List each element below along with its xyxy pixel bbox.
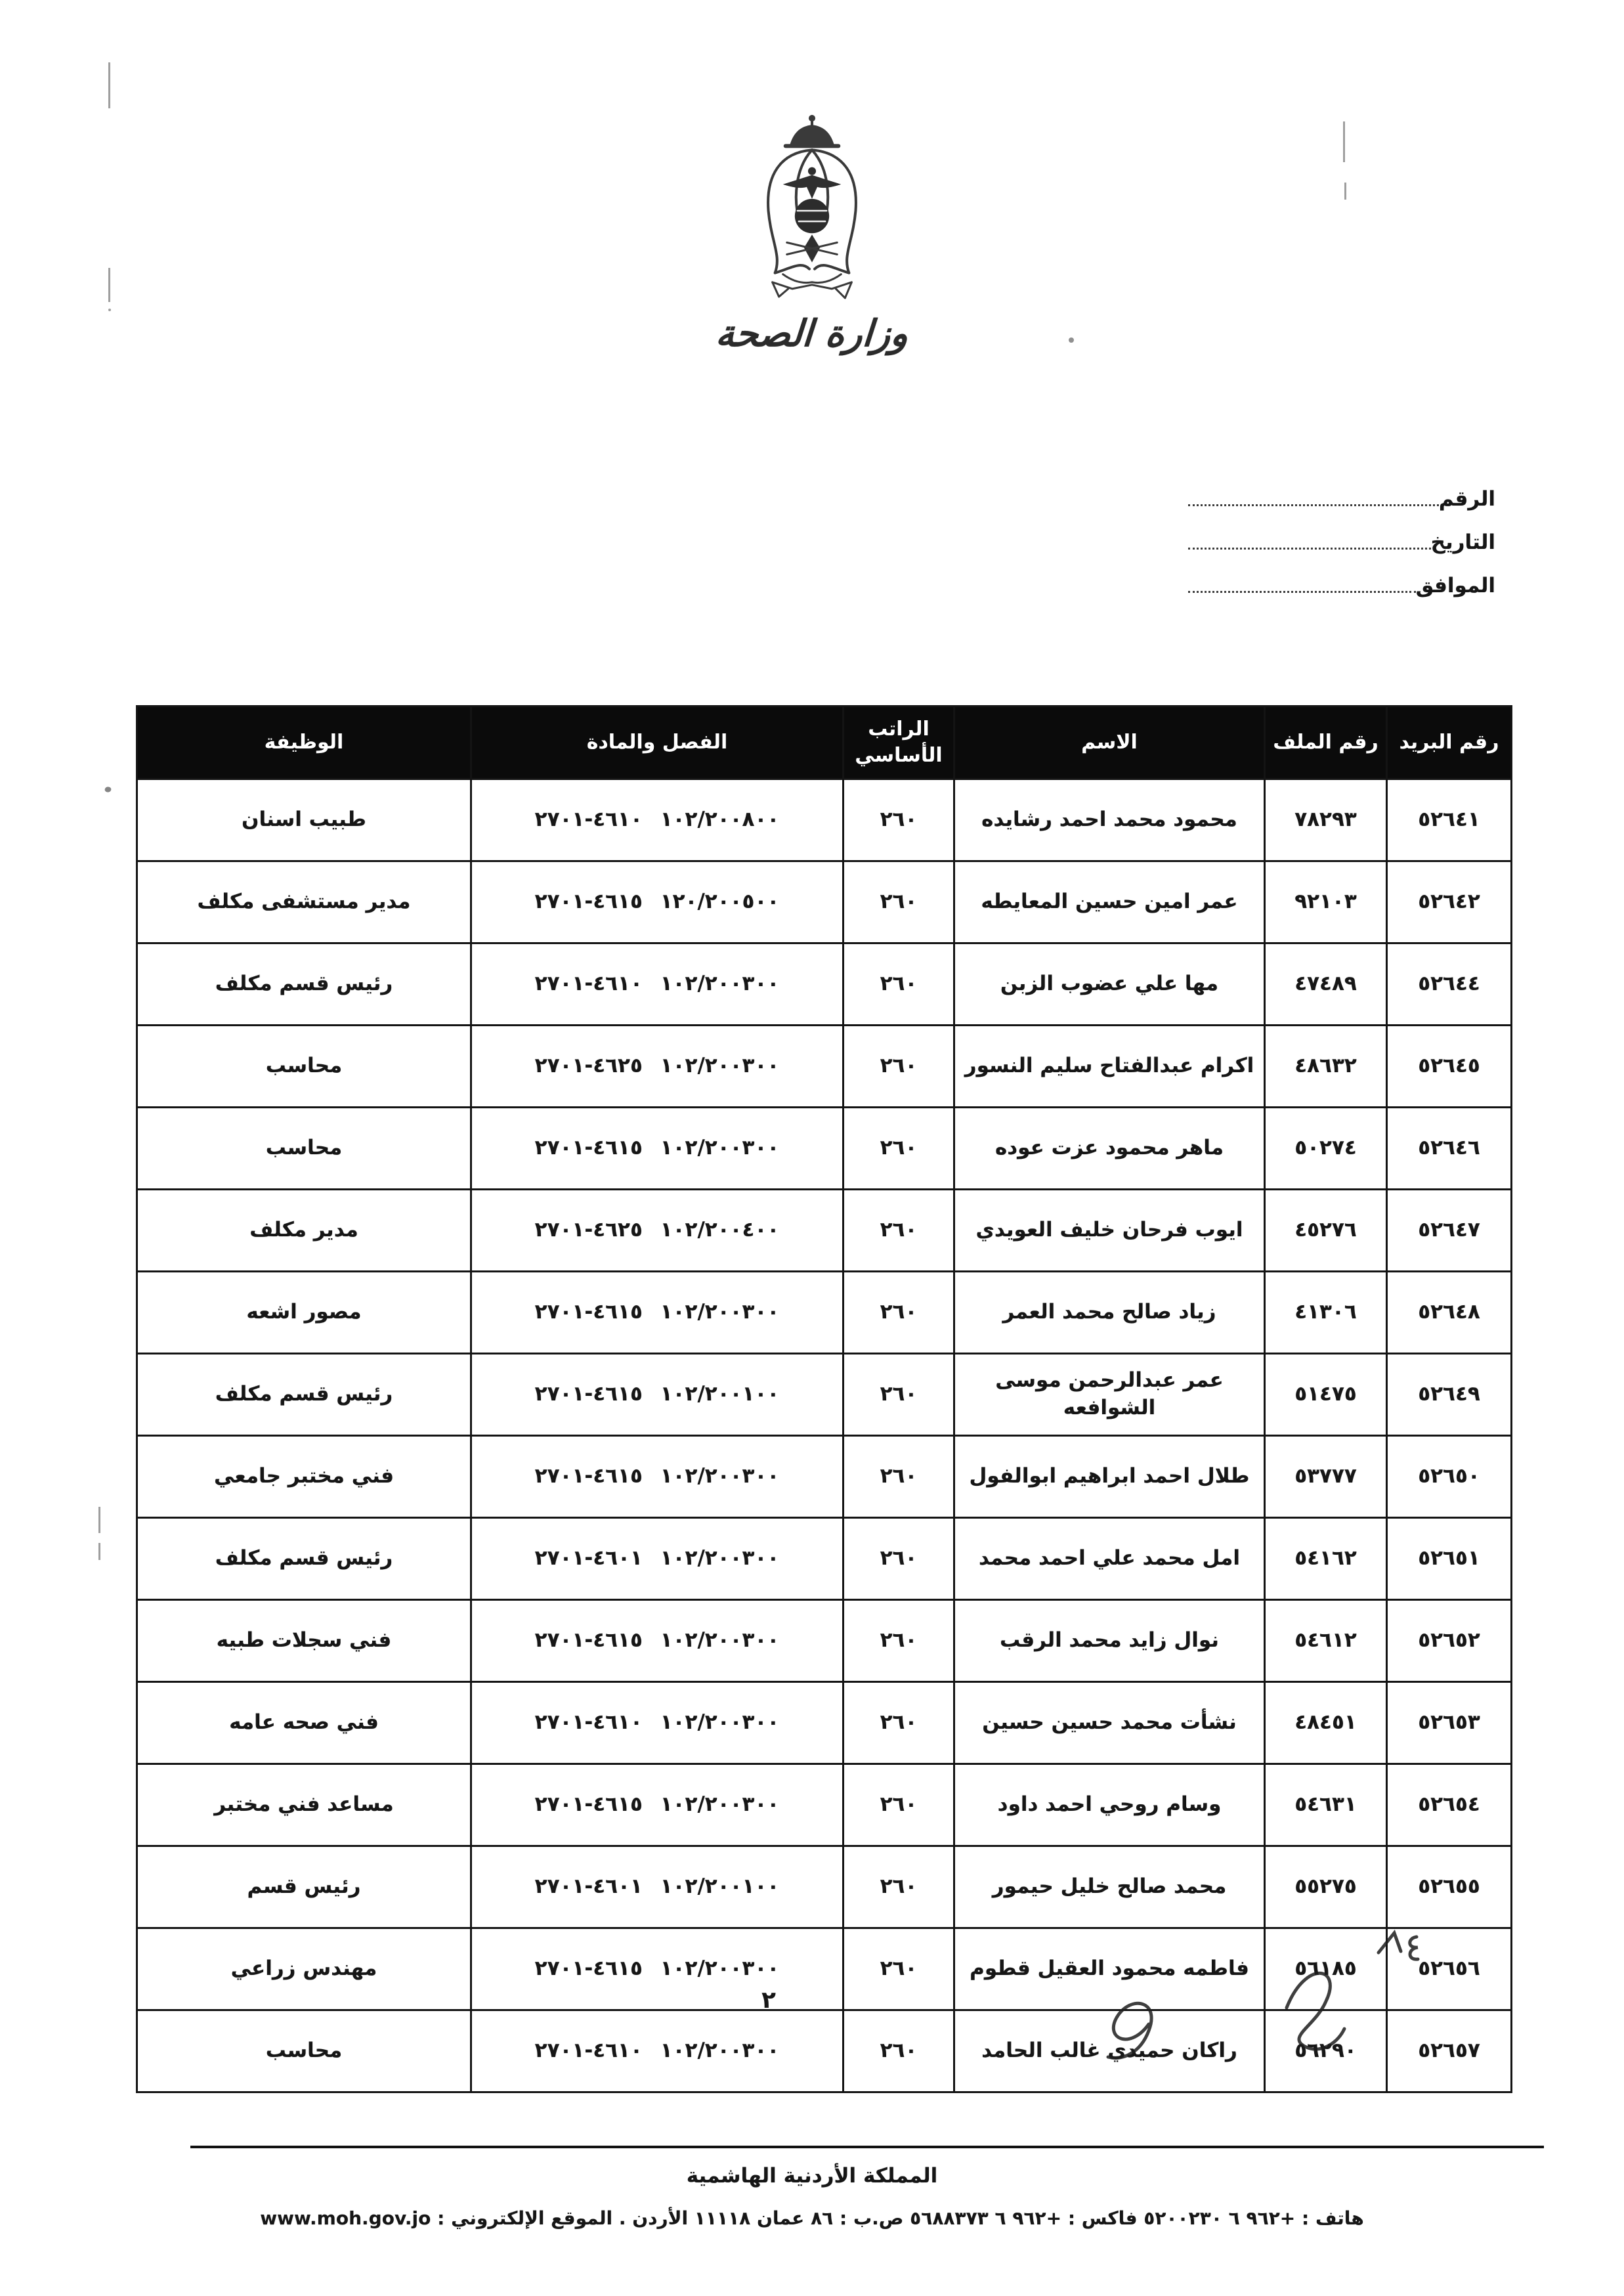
table-header-row [137, 706, 1512, 779]
scan-mark [108, 62, 110, 108]
cell-job-title: رئيس قسم [137, 1846, 471, 1928]
cell-chapter-article: ١٠٢/٢٠٠٣٠٠ ٤٦١٠-٢٧٠١ [471, 943, 844, 1026]
cell-salary: ٢٦٠ [844, 1846, 954, 1928]
header-mail-number: رقم البريد [1387, 706, 1512, 779]
cell-job-title: مساعد فني مختبر [137, 1764, 471, 1846]
cell-mail-number: ٥٢٦٤٩ [1387, 1354, 1512, 1436]
cell-mail-number: ٥٢٦٥٢ [1387, 1600, 1512, 1682]
ref-corresponding-dotted-line [1188, 591, 1416, 593]
cell-job-title: مصور اشعه [137, 1272, 471, 1354]
cell-file-number: ٥٦١٨٥ [1265, 1928, 1387, 2010]
cell-name: زياد صالح محمد العمر [954, 1272, 1265, 1354]
cell-chapter-article: ١٠٢/٢٠٠١٠٠ ٤٦١٥-٢٧٠١ [471, 1354, 844, 1436]
header-job-title: الوظيفة [137, 706, 471, 779]
cell-name: وسام روحي احمد داود [954, 1764, 1265, 1846]
cell-chapter-article: ١٠٢/٢٠٠٤٠٠ ٤٦٢٥-٢٧٠١ [471, 1190, 844, 1272]
header-name: الاسم [954, 706, 1265, 779]
cell-mail-number: ٥٢٦٥٠ [1387, 1436, 1512, 1518]
cell-job-title: محاسب [137, 2010, 471, 2092]
scan-mark [108, 268, 110, 302]
cell-file-number: ٤٥٢٧٦ [1265, 1190, 1387, 1272]
cell-job-title: محاسب [137, 1026, 471, 1108]
cell-job-title: طبيب اسنان [137, 779, 471, 861]
footer-divider [190, 2146, 1544, 2148]
cell-mail-number: ٥٢٦٥٦ [1387, 1928, 1512, 2010]
cell-file-number: ٩٢١٠٣ [1265, 861, 1387, 943]
handwritten-signature [1070, 1922, 1464, 2093]
cell-mail-number: ٥٢٦٤٧ [1387, 1190, 1512, 1272]
cell-name: طلال احمد ابراهيم ابوالفول [954, 1436, 1265, 1518]
table-row [137, 1108, 1512, 1190]
cell-file-number: ٥٠٢٧٤ [1265, 1108, 1387, 1190]
cell-name: فاطمه محمود العقيل قطوم [954, 1928, 1265, 2010]
header-chapter-article: الفصل والمادة [471, 706, 844, 779]
cell-salary: ٢٦٠ [844, 1354, 954, 1436]
table-row [137, 1600, 1512, 1682]
cell-job-title: مدير مكلف [137, 1190, 471, 1272]
cell-job-title: رئيس قسم مكلف [137, 943, 471, 1026]
table-row [137, 1846, 1512, 1928]
table-row [137, 1518, 1512, 1600]
cell-chapter-article: ١٠٢/٢٠٠٣٠٠ ٤٦١٥-٢٧٠١ [471, 1436, 844, 1518]
ministry-name-calligraphy: وزارة الصحة [714, 313, 910, 355]
scan-mark [1344, 183, 1346, 200]
table-row [137, 1354, 1512, 1436]
cell-mail-number: ٥٢٦٥٣ [1387, 1682, 1512, 1764]
cell-salary: ٢٦٠ [844, 1108, 954, 1190]
cell-name: مها علي عضوب الزبن [954, 943, 1265, 1026]
cell-salary: ٢٦٠ [844, 1190, 954, 1272]
kingdom-name: المملكة الأردنية الهاشمية [686, 2164, 938, 2188]
cell-job-title: فني صحه عامه [137, 1682, 471, 1764]
cell-file-number: ٥٦٢٩٠ [1265, 2010, 1387, 2092]
table-row [137, 861, 1512, 943]
cell-salary: ٢٦٠ [844, 1928, 954, 2010]
cell-job-title: مهندس زراعي [137, 1928, 471, 2010]
cell-chapter-article: ١٢٠/٢٠٠٥٠٠ ٤٦١٥-٢٧٠١ [471, 861, 844, 943]
scan-mark [108, 309, 111, 311]
cell-file-number: ٥٤١٦٢ [1265, 1518, 1387, 1600]
employee-records-table [136, 705, 1512, 2093]
ref-corresponding-label: الموافق [1415, 574, 1495, 597]
cell-name: اكرام عبدالفتاح سليم النسور [954, 1026, 1265, 1108]
cell-job-title: فني مختبر جامعي [137, 1436, 471, 1518]
cell-mail-number: ٥٢٦٤٥ [1387, 1026, 1512, 1108]
cell-salary: ٢٦٠ [844, 779, 954, 861]
cell-job-title: مدير مستشفى مكلف [137, 861, 471, 943]
ref-number-row [1188, 487, 1502, 511]
contact-info: هاتف : +٩٦٢ ٦ ٥٢٠٠٢٣٠ فاكس : +٩٦٢ ٦ ٥٦٨٨٣٧٣ ص.ب : ٨٦ عمان ١١١١٨ الأردن . الموقع الإلكتروني : www.moh.gov.jo [260, 2207, 1364, 2229]
cell-chapter-article: ١٠٢/٢٠٠١٠٠ ٤٦٠١-٢٧٠١ [471, 1846, 844, 1928]
cell-mail-number: ٥٢٦٤٢ [1387, 861, 1512, 943]
cell-salary: ٢٦٠ [844, 1436, 954, 1518]
cell-chapter-article: ١٠٢/٢٠٠٣٠٠ ٤٦٠١-٢٧٠١ [471, 1518, 844, 1600]
cell-chapter-article: ١٠٢/٢٠٠٣٠٠ ٤٦١٥-٢٧٠١ [471, 1764, 844, 1846]
cell-file-number: ٧٨٢٩٣ [1265, 779, 1387, 861]
cell-file-number: ٥٤٦٣١ [1265, 1764, 1387, 1846]
cell-job-title: فني سجلات طبيه [137, 1600, 471, 1682]
cell-job-title: رئيس قسم مكلف [137, 1354, 471, 1436]
cell-salary: ٢٦٠ [844, 1764, 954, 1846]
cell-chapter-article: ١٠٢/٢٠٠٣٠٠ ٤٦١٥-٢٧٠١ [471, 1600, 844, 1682]
cell-chapter-article: ١٠٢/٢٠٠٣٠٠ ٤٦١٥-٢٧٠١ [471, 1928, 844, 2010]
cell-name: راكان حميدي غالب الحامد [954, 2010, 1265, 2092]
cell-file-number: ٤١٣٠٦ [1265, 1272, 1387, 1354]
jordan-coat-of-arms-icon [737, 110, 887, 302]
ref-corresponding-row [1188, 574, 1502, 597]
header-file-number: رقم الملف [1265, 706, 1387, 779]
cell-job-title: محاسب [137, 1108, 471, 1190]
cell-salary: ٢٦٠ [844, 943, 954, 1026]
cell-chapter-article: ١٠٢/٢٠٠٣٠٠ ٤٦٢٥-٢٧٠١ [471, 1026, 844, 1108]
cell-mail-number: ٥٢٦٥٧ [1387, 2010, 1512, 2092]
cell-salary: ٢٦٠ [844, 2010, 954, 2092]
cell-chapter-article: ١٠٢/٢٠٠٣٠٠ ٤٦١٠-٢٧٠١ [471, 2010, 844, 2092]
cell-job-title: رئيس قسم مكلف [137, 1518, 471, 1600]
table-row [137, 1190, 1512, 1272]
cell-name: محمد صالح خليل حيمور [954, 1846, 1265, 1928]
cell-name: نوال زايد محمد الرقب [954, 1600, 1265, 1682]
cell-salary: ٢٦٠ [844, 1600, 954, 1682]
cell-chapter-article: ١٠٢/٢٠٠٣٠٠ ٤٦١٥-٢٧٠١ [471, 1272, 844, 1354]
page-number: ٢ [761, 1987, 776, 2014]
cell-salary: ٢٦٠ [844, 1682, 954, 1764]
cell-name: عمر عبدالرحمن موسى الشوافعه [954, 1354, 1265, 1436]
cell-name: محمود محمد احمد رشايده [954, 779, 1265, 861]
cell-chapter-article: ١٠٢/٢٠٠٨٠٠ ٤٦١٠-٢٧٠١ [471, 779, 844, 861]
cell-salary: ٢٦٠ [844, 861, 954, 943]
cell-file-number: ٥٥٢٧٥ [1265, 1846, 1387, 1928]
cell-name: نشأت محمد حسين حسين [954, 1682, 1265, 1764]
cell-salary: ٢٦٠ [844, 1518, 954, 1600]
ref-date-row [1188, 531, 1502, 554]
scan-mark [104, 785, 112, 794]
scan-mark [1343, 121, 1345, 162]
table-row [137, 1026, 1512, 1108]
cell-file-number: ٥١٤٧٥ [1265, 1354, 1387, 1436]
table-row [137, 1272, 1512, 1354]
ref-number-dotted-line [1188, 504, 1439, 506]
cell-mail-number: ٥٢٦٥٥ [1387, 1846, 1512, 1928]
cell-mail-number: ٥٢٦٤٤ [1387, 943, 1512, 1026]
cell-chapter-article: ١٠٢/٢٠٠٣٠٠ ٤٦١٥-٢٧٠١ [471, 1108, 844, 1190]
table-row [137, 943, 1512, 1026]
table-row [137, 779, 1512, 861]
cell-file-number: ٥٤٦١٢ [1265, 1600, 1387, 1682]
ref-number-label: الرقم [1438, 487, 1495, 511]
cell-mail-number: ٥٢٦٤١ [1387, 779, 1512, 861]
ref-date-label: التاريخ [1430, 531, 1495, 554]
cell-name: امل محمد علي احمد محمد [954, 1518, 1265, 1600]
cell-file-number: ٤٨٦٣٢ [1265, 1026, 1387, 1108]
cell-mail-number: ٥٢٦٥١ [1387, 1518, 1512, 1600]
header-basic-salary: الراتب الأساسي [844, 706, 954, 779]
cell-file-number: ٥٣٧٧٧ [1265, 1436, 1387, 1518]
reference-fields [1188, 487, 1502, 617]
cell-chapter-article: ١٠٢/٢٠٠٣٠٠ ٤٦١٠-٢٧٠١ [471, 1682, 844, 1764]
ref-date-dotted-line [1188, 548, 1431, 550]
cell-name: ايوب فرحان خليف العويدي [954, 1190, 1265, 1272]
cell-mail-number: ٥٢٦٥٤ [1387, 1764, 1512, 1846]
cell-mail-number: ٥٢٦٤٨ [1387, 1272, 1512, 1354]
table-row [137, 1764, 1512, 1846]
scan-mark [98, 1507, 100, 1533]
scan-mark [98, 1543, 100, 1560]
cell-name: عمر امين حسين المعايطه [954, 861, 1265, 943]
table-row [137, 1682, 1512, 1764]
table-row [137, 1436, 1512, 1518]
cell-file-number: ٤٨٤٥١ [1265, 1682, 1387, 1764]
cell-salary: ٢٦٠ [844, 1026, 954, 1108]
cell-salary: ٢٦٠ [844, 1272, 954, 1354]
cell-name: ماهر محمود عزت عوده [954, 1108, 1265, 1190]
cell-mail-number: ٥٢٦٤٦ [1387, 1108, 1512, 1190]
cell-file-number: ٤٧٤٨٩ [1265, 943, 1387, 1026]
